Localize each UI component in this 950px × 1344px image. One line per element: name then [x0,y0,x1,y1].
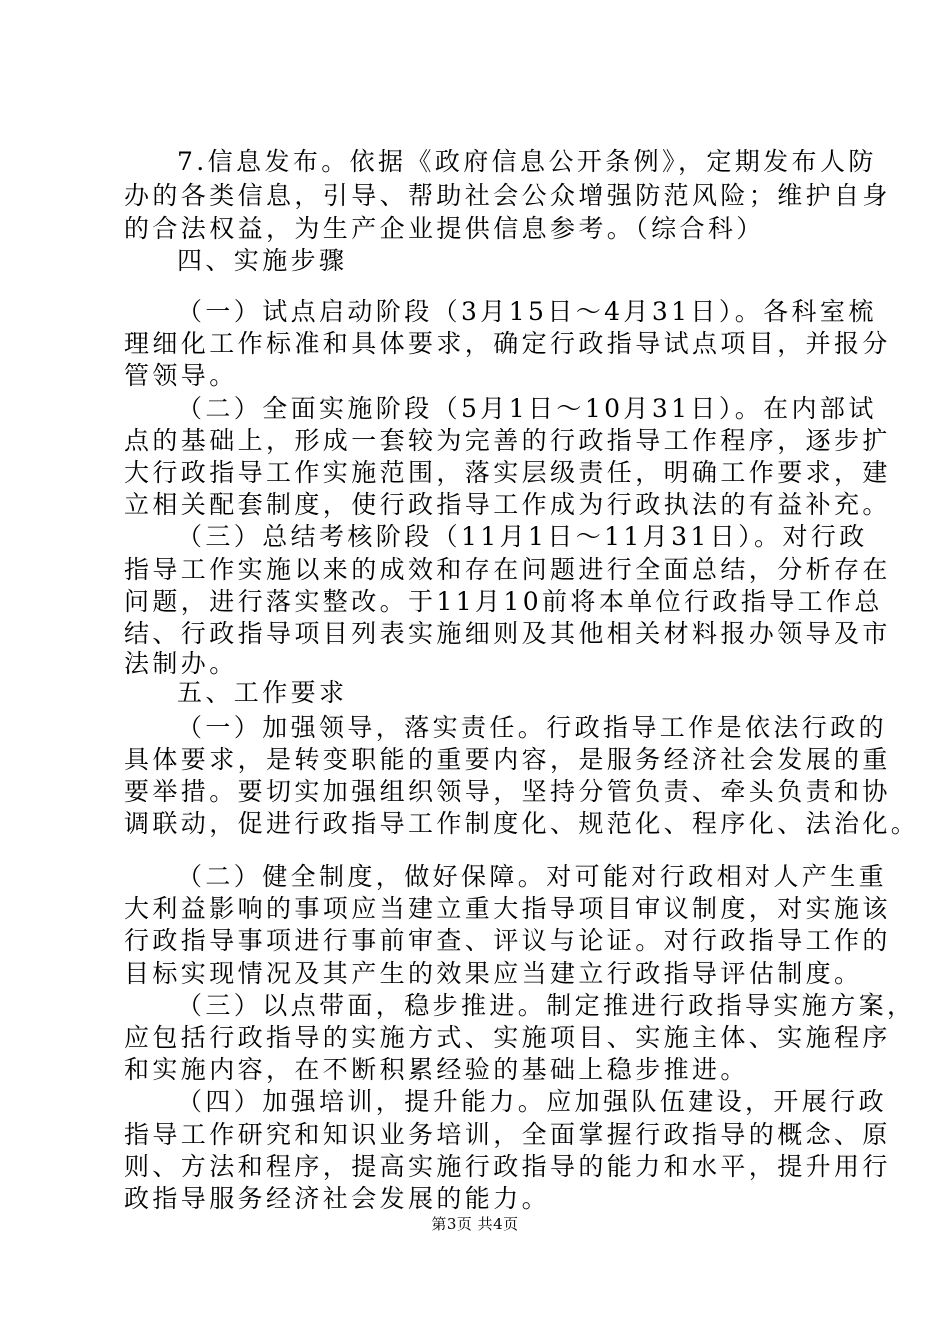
section-heading: 五、工作要求 [177,678,348,707]
text-line: （一）试点启动阶段（3月15日～4月31日）。各科室梳 [177,297,877,326]
section-heading: 四、实施步骤 [177,246,348,275]
text-line: 行政指导事项进行事前审查、评议与论证。对行政指导工作的 [124,926,891,955]
text-line: 7.信息发布。依据《政府信息公开条例》，定期发布人防 [177,147,877,176]
text-line: 和实施内容，在不断积累经验的基础上稳步推进。 [124,1055,749,1084]
text-line: 立相关配套制度，使行政指导工作成为行政执法的有益补充。 [124,490,891,519]
text-line: 管领导。 [124,361,238,390]
text-line: 具体要求，是转变职能的重要内容，是服务经济社会发展的重 [124,745,891,774]
text-line: 办的各类信息，引导、帮助社会公众增强防范风险；维护自身 [124,181,891,210]
text-line: 指导工作研究和知识业务培训，全面掌握行政指导的概念、原 [124,1120,891,1149]
text-line: 结、行政指导项目列表实施细则及其他相关材料报办领导及市 [124,619,891,648]
text-line: 理细化工作标准和具体要求，确定行政指导试点项目，并报分 [124,329,891,358]
text-line: 的合法权益，为生产企业提供信息参考。（综合科） [124,214,765,243]
text-line: 目标实现情况及其产生的效果应当建立行政指导评估制度。 [124,959,863,988]
text-line: 则、方法和程序，提高实施行政指导的能力和水平，提升用行 [124,1152,891,1181]
text-line: （三）总结考核阶段（11月1日～11月31日）。对行政 [177,522,868,551]
text-line: 政指导服务经济社会发展的能力。 [124,1184,551,1213]
text-line: 指导工作实施以来的成效和存在问题进行全面总结，分析存在 [124,555,891,584]
text-line: 要举措。要切实加强组织领导，坚持分管负责、牵头负责和协 [124,777,891,806]
text-line: （三）以点带面，稳步推进。制定推进行政指导实施方案， [177,991,916,1020]
text-line: 点的基础上，形成一套较为完善的行政指导工作程序，逐步扩 [124,426,891,455]
text-line: 法制办。 [124,649,238,678]
text-line: （四）加强培训，提升能力。应加强队伍建设，开展行政 [177,1087,888,1116]
text-line: 问题，进行落实整改。于11月10前将本单位行政指导工作总 [124,587,883,616]
text-line: 大利益影响的事项应当建立重大指导项目审议制度，对实施该 [124,894,891,923]
text-line: （一）加强领导，落实责任。行政指导工作是依法行政的 [177,713,888,742]
page-number: 第3页 共4页 [431,1215,519,1233]
text-line: 应包括行政指导的实施方式、实施项目、实施主体、实施程序 [124,1023,891,1052]
text-line: （二）健全制度，做好保障。对可能对行政相对人产生重 [177,862,888,891]
text-line: 调联动，促进行政指导工作制度化、规范化、程序化、法治化。 [124,809,920,838]
text-line: （二）全面实施阶段（5月1日～10月31日）。在内部试 [177,394,877,423]
text-line: 大行政指导工作实施范围，落实层级责任，明确工作要求，建 [124,458,891,487]
